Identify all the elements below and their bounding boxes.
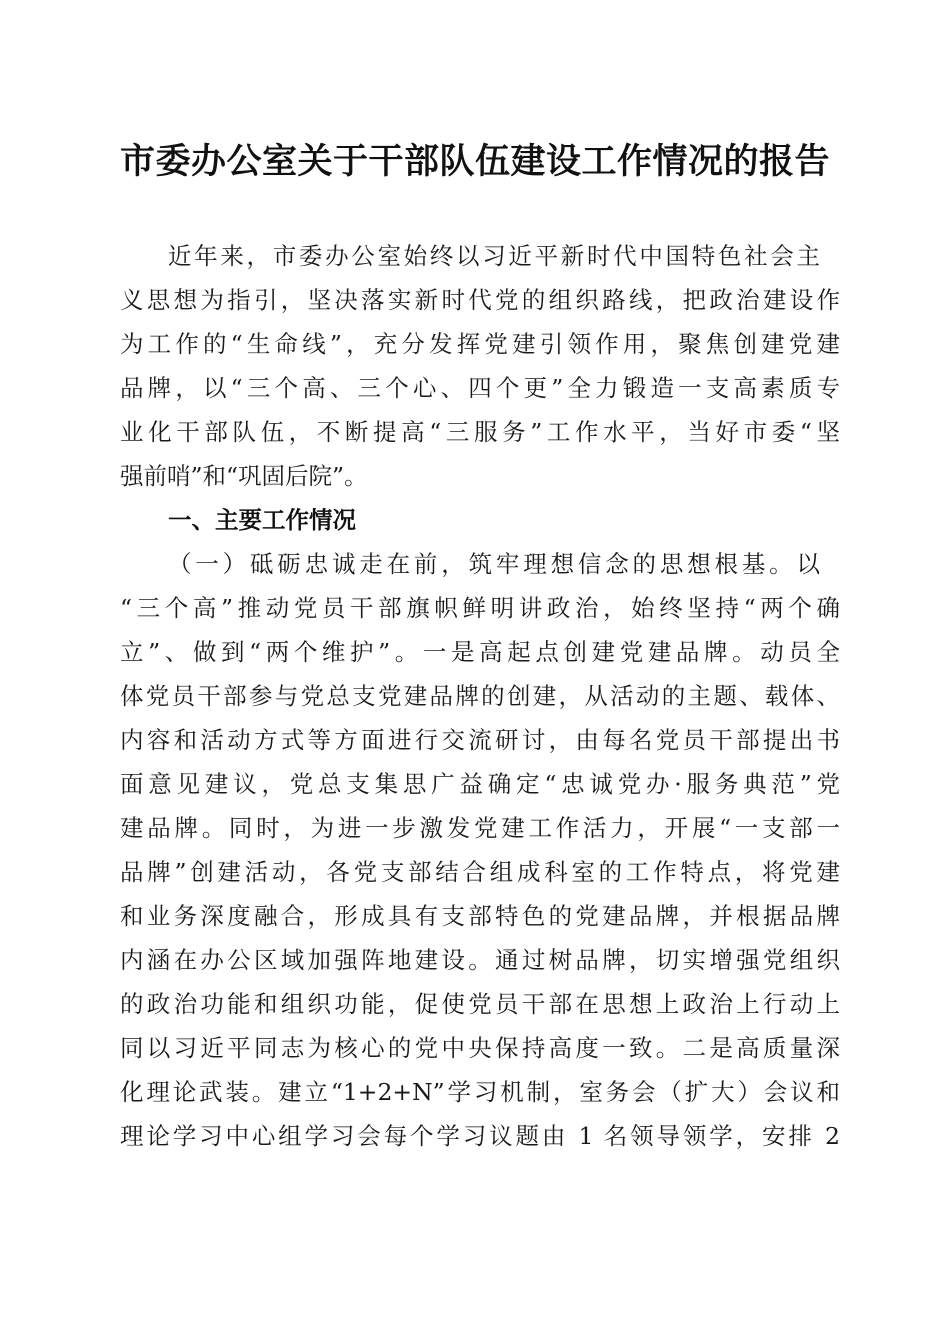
paragraph-line: 面意见建议，党总支集思广益确定“忠诚党办·服务典范”党 [120, 770, 840, 798]
paragraph-line: 业化干部队伍，不断提高“三服务”工作水平，当好市委“坚 [120, 418, 840, 446]
paragraph-line: 为工作的“生命线”，充分发挥党建引领作用，聚焦创建党建 [120, 330, 840, 358]
paragraph-line: 和业务深度融合，形成具有支部特色的党建品牌，并根据品牌 [120, 902, 840, 930]
paragraph-line: 理论学习中心组学习会每个学习议题由 1 名领导领学，安排 2 [120, 1122, 840, 1150]
paragraph-line: 建品牌。同时，为进一步激发党建工作活力，开展“一支部一 [120, 814, 840, 842]
paragraph-line: 品牌”创建活动，各党支部结合组成科室的工作特点，将党建 [120, 858, 840, 886]
paragraph-line: （一）砥砺忠诚走在前，筑牢理想信念的思想根基。以 [168, 550, 820, 578]
paragraph-line: 强前哨”和“巩固后院”。 [120, 462, 368, 490]
paragraph-line: 化理论武装。建立“1+2+N”学习机制，室务会（扩大）会议和 [120, 1078, 840, 1106]
paragraph-line: 义思想为指引，坚决落实新时代党的组织路线，把政治建设作 [120, 286, 840, 314]
paragraph-line: 立”、做到“两个维护”。一是高起点创建党建品牌。动员全 [120, 638, 840, 666]
paragraph-line: 内涵在办公区域加强阵地建设。通过树品牌，切实增强党组织 [120, 946, 840, 974]
paragraph-line: 内容和活动方式等方面进行交流研讨，由每名党员干部提出书 [120, 726, 840, 754]
paragraph-line: 近年来，市委办公室始终以习近平新时代中国特色社会主 [168, 242, 820, 270]
paragraph-line: 同以习近平同志为核心的党中央保持高度一致。二是高质量深 [120, 1034, 840, 1062]
paragraph-line: “三个高”推动党员干部旗帜鲜明讲政治，始终坚持“两个确 [120, 594, 840, 622]
paragraph-line: 体党员干部参与党总支党建品牌的创建，从活动的主题、载体、 [120, 682, 840, 710]
paragraph-line: 的政治功能和组织功能，促使党员干部在思想上政治上行动上 [120, 990, 840, 1018]
section-heading: 一、主要工作情况 [168, 506, 356, 534]
paragraph-line: 品牌，以“三个高、三个心、四个更”全力锻造一支高素质专 [120, 374, 840, 402]
document-title: 市委办公室关于干部队伍建设工作情况的报告 [119, 141, 830, 182]
